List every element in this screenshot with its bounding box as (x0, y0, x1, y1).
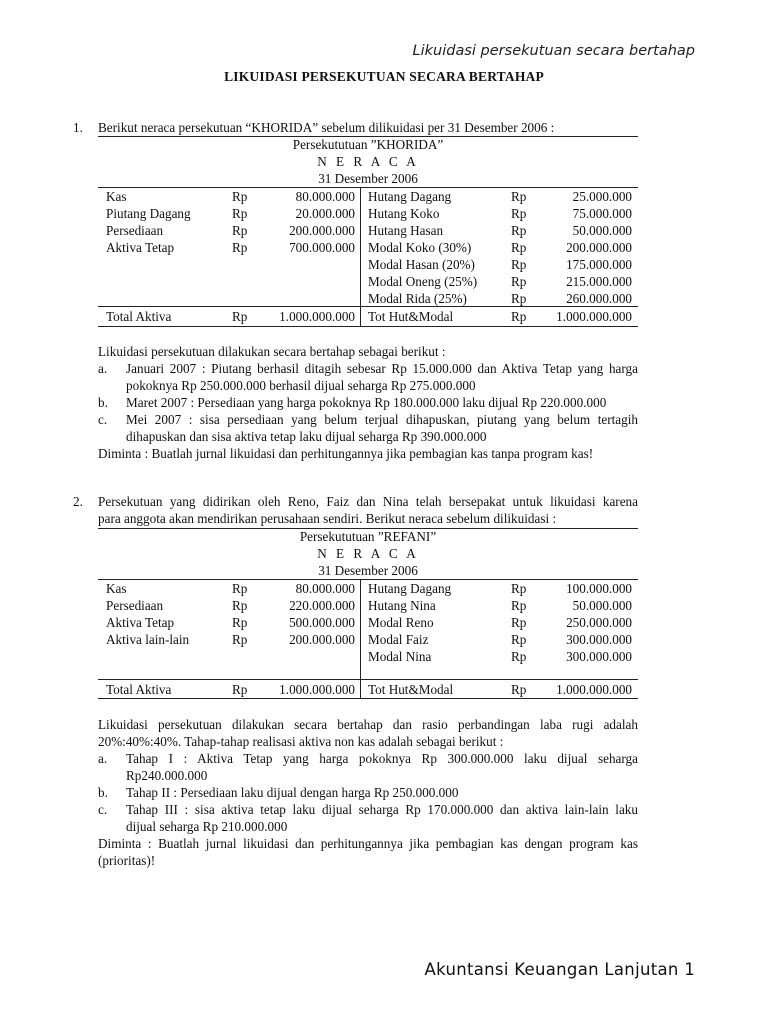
q2-description-line2: 20%:40%:40%. Tahap-tahap realisasi aktiva non kas adalah sebagai berikut : (98, 734, 504, 749)
table-row: Persediaan Rp 200.000.000 Hutang Hasan Rp 50.000.000 (106, 223, 632, 238)
table-row: Modal Rida (25%) Rp 260.000.000 (368, 291, 632, 306)
q2-bs-header-rule (98, 579, 638, 580)
table-row: Kas Rp 80.000.000 Hutang Dagang Rp 25.000.000 (106, 189, 632, 204)
q2-intro-line2: para anggota akan mendirikan perusahaan sendiri. Berikut neraca sebelum dilikuidasi : (98, 511, 557, 526)
q2-item-a: Tahap I : Aktiva Tetap yang harga pokoknya Rp 300.000.000 laku dijual seharga (126, 751, 638, 766)
q1-item-b-letter: b. (98, 395, 108, 410)
document-title: LIKUIDASI PERSEKUTUAN SECARA BERTAHAP (224, 69, 544, 84)
q2-bs-date: 31 Desember 2006 (318, 563, 418, 578)
table-row: Aktiva lain-lain Rp 200.000.000 Modal Faiz Rp 300.000.000 (106, 632, 632, 647)
q1-item-c-letter: c. (98, 412, 108, 427)
q2-intro-line1: Persekutuan yang didirikan oleh Reno, Faiz dan Nina telah bersepakat untuk likuidasi karena (98, 494, 638, 509)
q1-bs-header-rule (98, 187, 638, 188)
q1-item-a-cont: pokoknya Rp 250.000.000 berhasil dijual seharga Rp 275.000.000 (126, 378, 476, 393)
table-row: Persediaan Rp 220.000.000 Hutang Nina Rp 50.000.000 (106, 598, 632, 613)
table-row: Aktiva Tetap Rp 700.000.000 Modal Koko (30%) Rp 200.000.000 (106, 240, 632, 255)
q2-bs-title: Persekututuan ”REFANI” (299, 529, 437, 544)
running-header: Likuidasi persekutuan secara bertahap (412, 43, 695, 59)
q1-task: Diminta : Buatlah jurnal likuidasi dan perhitungannya jika pembagian kas tanpa program kas! (98, 446, 594, 461)
q2-item-a-letter: a. (98, 751, 108, 766)
q1-bs-subtitle: N E R A C A (317, 154, 419, 169)
total-row: Total Aktiva Rp 1.000.000.000 Tot Hut&Modal Rp 1.000.000.000 (106, 682, 632, 697)
running-footer: Akuntansi Keuangan Lanjutan 1 (424, 960, 695, 979)
q1-item-a: Januari 2007 : Piutang berhasil ditagih sebesar Rp 15.000.000 dan Aktiva Tetap yang harga (126, 361, 638, 376)
table-row: Piutang Dagang Rp 20.000.000 Hutang Koko Rp 75.000.000 (106, 206, 632, 221)
table-row: Kas Rp 80.000.000 Hutang Dagang Rp 100.000.000 (106, 581, 632, 596)
total-row: Total Aktiva Rp 1.000.000.000 Tot Hut&Modal Rp 1.000.000.000 (106, 309, 632, 324)
q1-bs-date: 31 Desember 2006 (318, 171, 418, 186)
q2-item-a-cont: Rp240.000.000 (126, 768, 208, 783)
q2-task-line2: (prioritas)! (98, 853, 156, 868)
q1-bs-total-rule (98, 306, 638, 307)
q1-description: Likuidasi persekutuan dilakukan secara bertahap sebagai berikut : (98, 344, 446, 359)
q2-description-line1: Likuidasi persekutuan dilakukan secara bertahap dan rasio perbandingan laba rugi adalah (98, 717, 638, 732)
table-row: Modal Hasan (20%) Rp 175.000.000 (368, 257, 632, 272)
table-row: Modal Oneng (25%) Rp 215.000.000 (368, 274, 632, 289)
q2-bs-subtitle: N E R A C A (317, 546, 419, 561)
q1-item-c: Mei 2007 : sisa persediaan yang belum terjual dihapuskan, piutang yang belum tertagih (126, 412, 638, 427)
q2-item-c: Tahap III : sisa aktiva tetap laku dijual seharga Rp 170.000.000 dan aktiva lain-lain laku (126, 802, 638, 817)
table-row: Aktiva Tetap Rp 500.000.000 Modal Reno Rp 250.000.000 (106, 615, 632, 630)
q1-number: 1. (73, 120, 83, 135)
q1-item-a-letter: a. (98, 361, 108, 376)
q1-item-c-cont: dihapuskan dan sisa aktiva tetap laku dijual seharga Rp 390.000.000 (126, 429, 487, 444)
table-row: Modal Nina Rp 300.000.000 (368, 649, 632, 664)
q2-item-c-letter: c. (98, 802, 108, 817)
q2-item-b: Tahap II : Persediaan laku dijual dengan harga Rp 250.000.000 (126, 785, 459, 800)
q2-item-c-cont: dijual seharga Rp 210.000.000 (126, 819, 288, 834)
q1-intro: Berikut neraca persekutuan “KHORIDA” sebelum dilikuidasi per 31 Desember 2006 : (98, 120, 555, 135)
q2-task-line1: Diminta : Buatlah jurnal likuidasi dan perhitungannya jika pembagian kas dengan program kas (98, 836, 638, 851)
q2-bs-total-rule (98, 679, 638, 680)
q2-bs-bottom-rule (98, 698, 638, 699)
q2-number: 2. (73, 494, 83, 509)
q1-bs-title: Persekututuan ”KHORIDA” (292, 137, 444, 152)
q1-item-b: Maret 2007 : Persediaan yang harga pokoknya Rp 180.000.000 laku dijual Rp 220.000.000 (126, 395, 607, 410)
q2-item-b-letter: b. (98, 785, 108, 800)
q1-bs-bottom-rule (98, 326, 638, 327)
